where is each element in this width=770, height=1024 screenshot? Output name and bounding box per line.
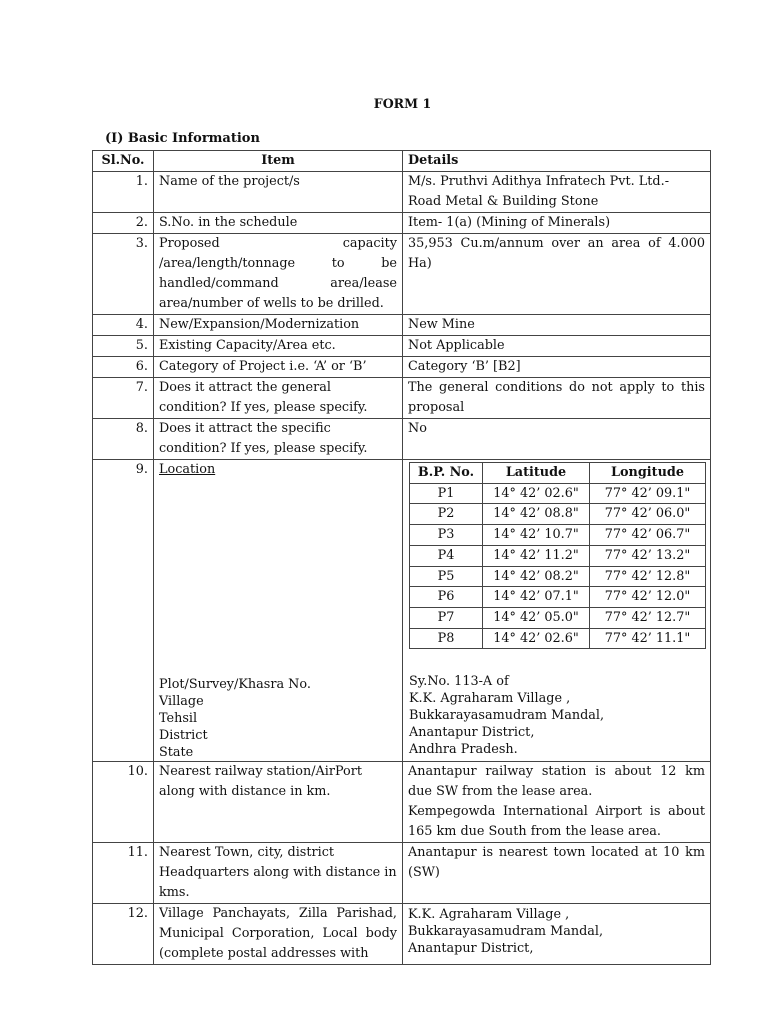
row-number: 6. [93, 357, 154, 378]
label-state: State [159, 745, 194, 760]
row-number: 10. [93, 762, 154, 843]
row-number: 9. [93, 460, 154, 762]
bp-no: P5 [410, 566, 483, 587]
longitude: 77° 42’ 12.8" [590, 566, 706, 587]
table-header-row [93, 151, 711, 172]
header-sl-no: Sl.No. [93, 151, 154, 172]
row-details [403, 904, 711, 965]
table-row [93, 378, 711, 419]
row-details: Category ‘B’ [B2] [403, 357, 711, 378]
row-number: 11. [93, 843, 154, 904]
longitude: 77° 42’ 06.7" [590, 525, 706, 546]
bp-no: P2 [410, 504, 483, 525]
row-number: 7. [93, 378, 154, 419]
coordinates-table [409, 462, 706, 649]
row-item: Name of the project/s [154, 172, 403, 213]
row-number: 5. [93, 336, 154, 357]
form-title: FORM 1 [373, 96, 432, 111]
postal-line: Anantapur District, [408, 941, 534, 956]
label-plot-survey: Plot/Survey/Khasra No. [159, 677, 311, 692]
latitude: 14° 42’ 08.2" [483, 566, 590, 587]
coordinates-row [410, 483, 706, 504]
latitude: 14° 42’ 02.6" [483, 483, 590, 504]
bp-no: P8 [410, 628, 483, 649]
airport-text: Kempegowda International Airport is about 165 km due South from the lease area. [408, 804, 705, 839]
row-details: Anantapur is nearest town located at 10 km (SW) [403, 843, 711, 904]
coordinates-row [410, 587, 706, 608]
railway-station-text: Anantapur railway station is about 12 km due SW from the lease area. [408, 764, 705, 799]
header-details: Details [403, 151, 711, 172]
row-details: Not Applicable [403, 336, 711, 357]
row-number: 3. [93, 234, 154, 315]
row-item: Proposed capacity /area/length/tonnage to be handled/command area/lease area/number of wells to be drilled. [154, 234, 403, 315]
table-row-location [93, 460, 711, 762]
row-item [154, 904, 403, 965]
longitude: 77° 42’ 12.0" [590, 587, 706, 608]
row-details: M/s. Pruthvi Adithya Infratech Pvt. Ltd.- Road Metal & Building Stone [403, 172, 711, 213]
row-item: Nearest railway station/AirPort along with distance in km. [154, 762, 403, 843]
table-row [93, 419, 711, 460]
table-row [93, 843, 711, 904]
value-mandal: Bukkarayasamudram Mandal, [409, 708, 605, 724]
coord-header-longitude: Longitude [590, 463, 706, 484]
label-district: District [159, 728, 208, 743]
latitude: 14° 42’ 02.6" [483, 628, 590, 649]
basic-information-table [92, 150, 711, 965]
row-item [154, 460, 403, 762]
row-details: No [403, 419, 711, 460]
table-row [93, 357, 711, 378]
header-item: Item [154, 151, 403, 172]
row-number: 4. [93, 315, 154, 336]
coordinates-header-row [410, 463, 706, 484]
row-number: 2. [93, 213, 154, 234]
table-row [93, 315, 711, 336]
row-number: 1. [93, 172, 154, 213]
latitude: 14° 42’ 08.8" [483, 504, 590, 525]
postal-line: Bukkarayasamudram Mandal, [408, 924, 604, 939]
row-item: Nearest Town, city, district Headquarters along with distance in kms. [154, 843, 403, 904]
bp-no: P6 [410, 587, 483, 608]
row-details: Item- 1(a) (Mining of Minerals) [403, 213, 711, 234]
value-village: K.K. Agraharam Village , [409, 691, 571, 707]
latitude: 14° 42’ 10.7" [483, 525, 590, 546]
longitude: 77° 42’ 09.1" [590, 483, 706, 504]
latitude: 14° 42’ 05.0" [483, 607, 590, 628]
coordinates-row [410, 504, 706, 525]
coordinates-row [410, 525, 706, 546]
row-item: New/Expansion/Modernization [154, 315, 403, 336]
location-labels [159, 676, 397, 761]
value-state: Andhra Pradesh. [409, 742, 518, 758]
coordinates-row [410, 628, 706, 649]
longitude: 77° 42’ 12.7" [590, 607, 706, 628]
coord-header-latitude: Latitude [483, 463, 590, 484]
bp-no: P4 [410, 545, 483, 566]
latitude: 14° 42’ 07.1" [483, 587, 590, 608]
section-title: (I) Basic Information [105, 131, 260, 146]
value-district: Anantapur District, [409, 725, 535, 741]
bp-no: P3 [410, 525, 483, 546]
location-values [409, 673, 705, 758]
table-row [93, 234, 711, 315]
coordinates-row [410, 545, 706, 566]
row-item-text: Village Panchayats, Zilla Parishad, Municipal Corporation, Local body (complete postal addresses with [159, 906, 397, 961]
row-details: New Mine [403, 315, 711, 336]
bp-no: P1 [410, 483, 483, 504]
label-village: Village [159, 694, 204, 709]
row-item: Existing Capacity/Area etc. [154, 336, 403, 357]
table-row [93, 336, 711, 357]
row-details: The general conditions do not apply to this proposal [403, 378, 711, 419]
row-item: Does it attract the specific condition? If yes, please specify. [154, 419, 403, 460]
coordinates-row [410, 566, 706, 587]
table-row [93, 213, 711, 234]
longitude: 77° 42’ 11.1" [590, 628, 706, 649]
location-heading: Location [159, 462, 216, 477]
longitude: 77° 42’ 06.0" [590, 504, 706, 525]
value-survey-no: Sy.No. 113-A of [409, 674, 509, 690]
coordinates-row [410, 607, 706, 628]
latitude: 14° 42’ 11.2" [483, 545, 590, 566]
row-number: 12. [93, 904, 154, 965]
bp-no: P7 [410, 607, 483, 628]
row-details: 35,953 Cu.m/annum over an area of 4.000 Ha) [403, 234, 711, 315]
row-item: S.No. in the schedule [154, 213, 403, 234]
table-row [93, 172, 711, 213]
longitude: 77° 42’ 13.2" [590, 545, 706, 566]
coord-header-bp: B.P. No. [410, 463, 483, 484]
table-row [93, 762, 711, 843]
row-number: 8. [93, 419, 154, 460]
row-item: Category of Project i.e. ‘A’ or ‘B’ [154, 357, 403, 378]
row-item: Does it attract the general condition? If yes, please specify. [154, 378, 403, 419]
label-tehsil: Tehsil [159, 711, 198, 726]
row-details [403, 460, 711, 762]
table-row [93, 904, 711, 965]
postal-line: K.K. Agraharam Village , [408, 907, 570, 922]
row-details [403, 762, 711, 843]
